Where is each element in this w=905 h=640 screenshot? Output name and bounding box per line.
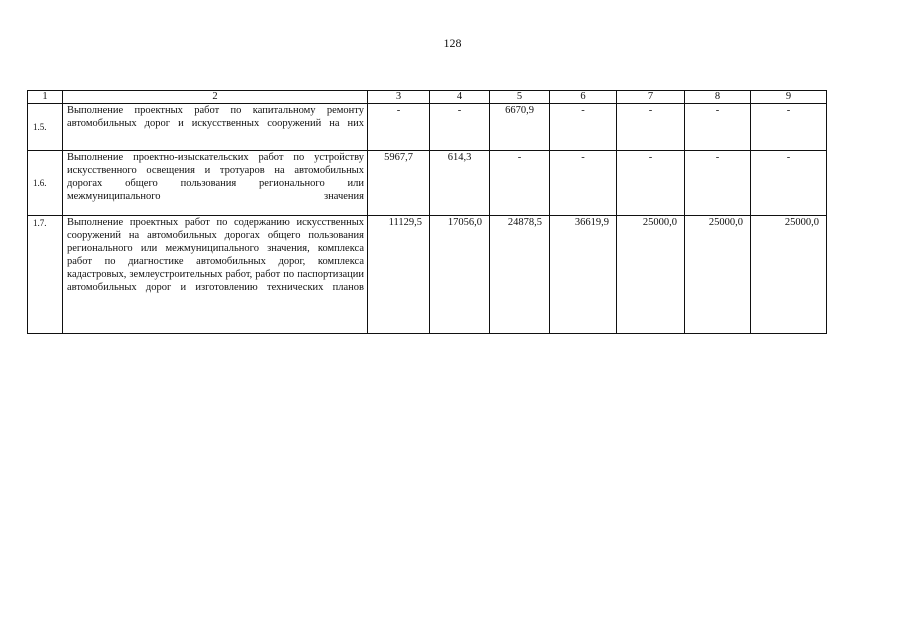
value-cell: - xyxy=(617,151,685,216)
header-cell: 6 xyxy=(550,91,617,104)
table-row xyxy=(28,104,827,151)
row-number: 1.5. xyxy=(28,104,63,151)
value-cell: 24878,5 xyxy=(490,216,550,334)
value-cell: - xyxy=(751,151,827,216)
row-description: Выполнение проектных работ по содержанию искусственных сооружений на автомобильных дорогах общего пользования регионального или межмуниципального значения, комплекса работ по диагностике автомобильных дорог, комплекса кадастровых, землеустроительных работ, работ по паспортизации автомобильных дорог и изготовлению технических планов xyxy=(63,216,368,334)
value-cell: - xyxy=(550,104,617,151)
value-cell: 11129,5 xyxy=(368,216,430,334)
budget-table xyxy=(27,90,827,334)
row-number: 1.7. xyxy=(28,216,63,334)
value-cell: - xyxy=(368,104,430,151)
header-cell: 3 xyxy=(368,91,430,104)
value-cell: 25000,0 xyxy=(685,216,751,334)
value-cell: 17056,0 xyxy=(430,216,490,334)
value-cell: 614,3 xyxy=(430,151,490,216)
value-cell: - xyxy=(685,104,751,151)
value-cell: 36619,9 xyxy=(550,216,617,334)
header-cell: 2 xyxy=(63,91,368,104)
header-row xyxy=(28,91,827,104)
value-cell: - xyxy=(550,151,617,216)
header-cell: 9 xyxy=(751,91,827,104)
header-cell: 4 xyxy=(430,91,490,104)
value-cell: 25000,0 xyxy=(617,216,685,334)
page-number: 128 xyxy=(443,36,462,50)
table-row xyxy=(28,151,827,216)
value-cell: - xyxy=(617,104,685,151)
value-cell: - xyxy=(430,104,490,151)
value-cell: 25000,0 xyxy=(751,216,827,334)
value-cell: - xyxy=(751,104,827,151)
value-cell: - xyxy=(490,151,550,216)
header-cell: 5 xyxy=(490,91,550,104)
header-cell: 7 xyxy=(617,91,685,104)
row-description: Выполнение проектных работ по капитальному ремонту автомобильных дорог и искусственных сооружений на них xyxy=(63,104,368,151)
value-cell: 5967,7 xyxy=(368,151,430,216)
header-cell: 1 xyxy=(28,91,63,104)
header-cell: 8 xyxy=(685,91,751,104)
table-row xyxy=(28,216,827,334)
value-cell: - xyxy=(685,151,751,216)
row-description: Выполнение проектно-изыскательских работ по устройству искусственного освещения и тротуаров на автомобильных дорогах общего пользования регионального или межмуниципального значения xyxy=(63,151,368,216)
value-cell: 6670,9 xyxy=(490,104,550,151)
row-number: 1.6. xyxy=(28,151,63,216)
